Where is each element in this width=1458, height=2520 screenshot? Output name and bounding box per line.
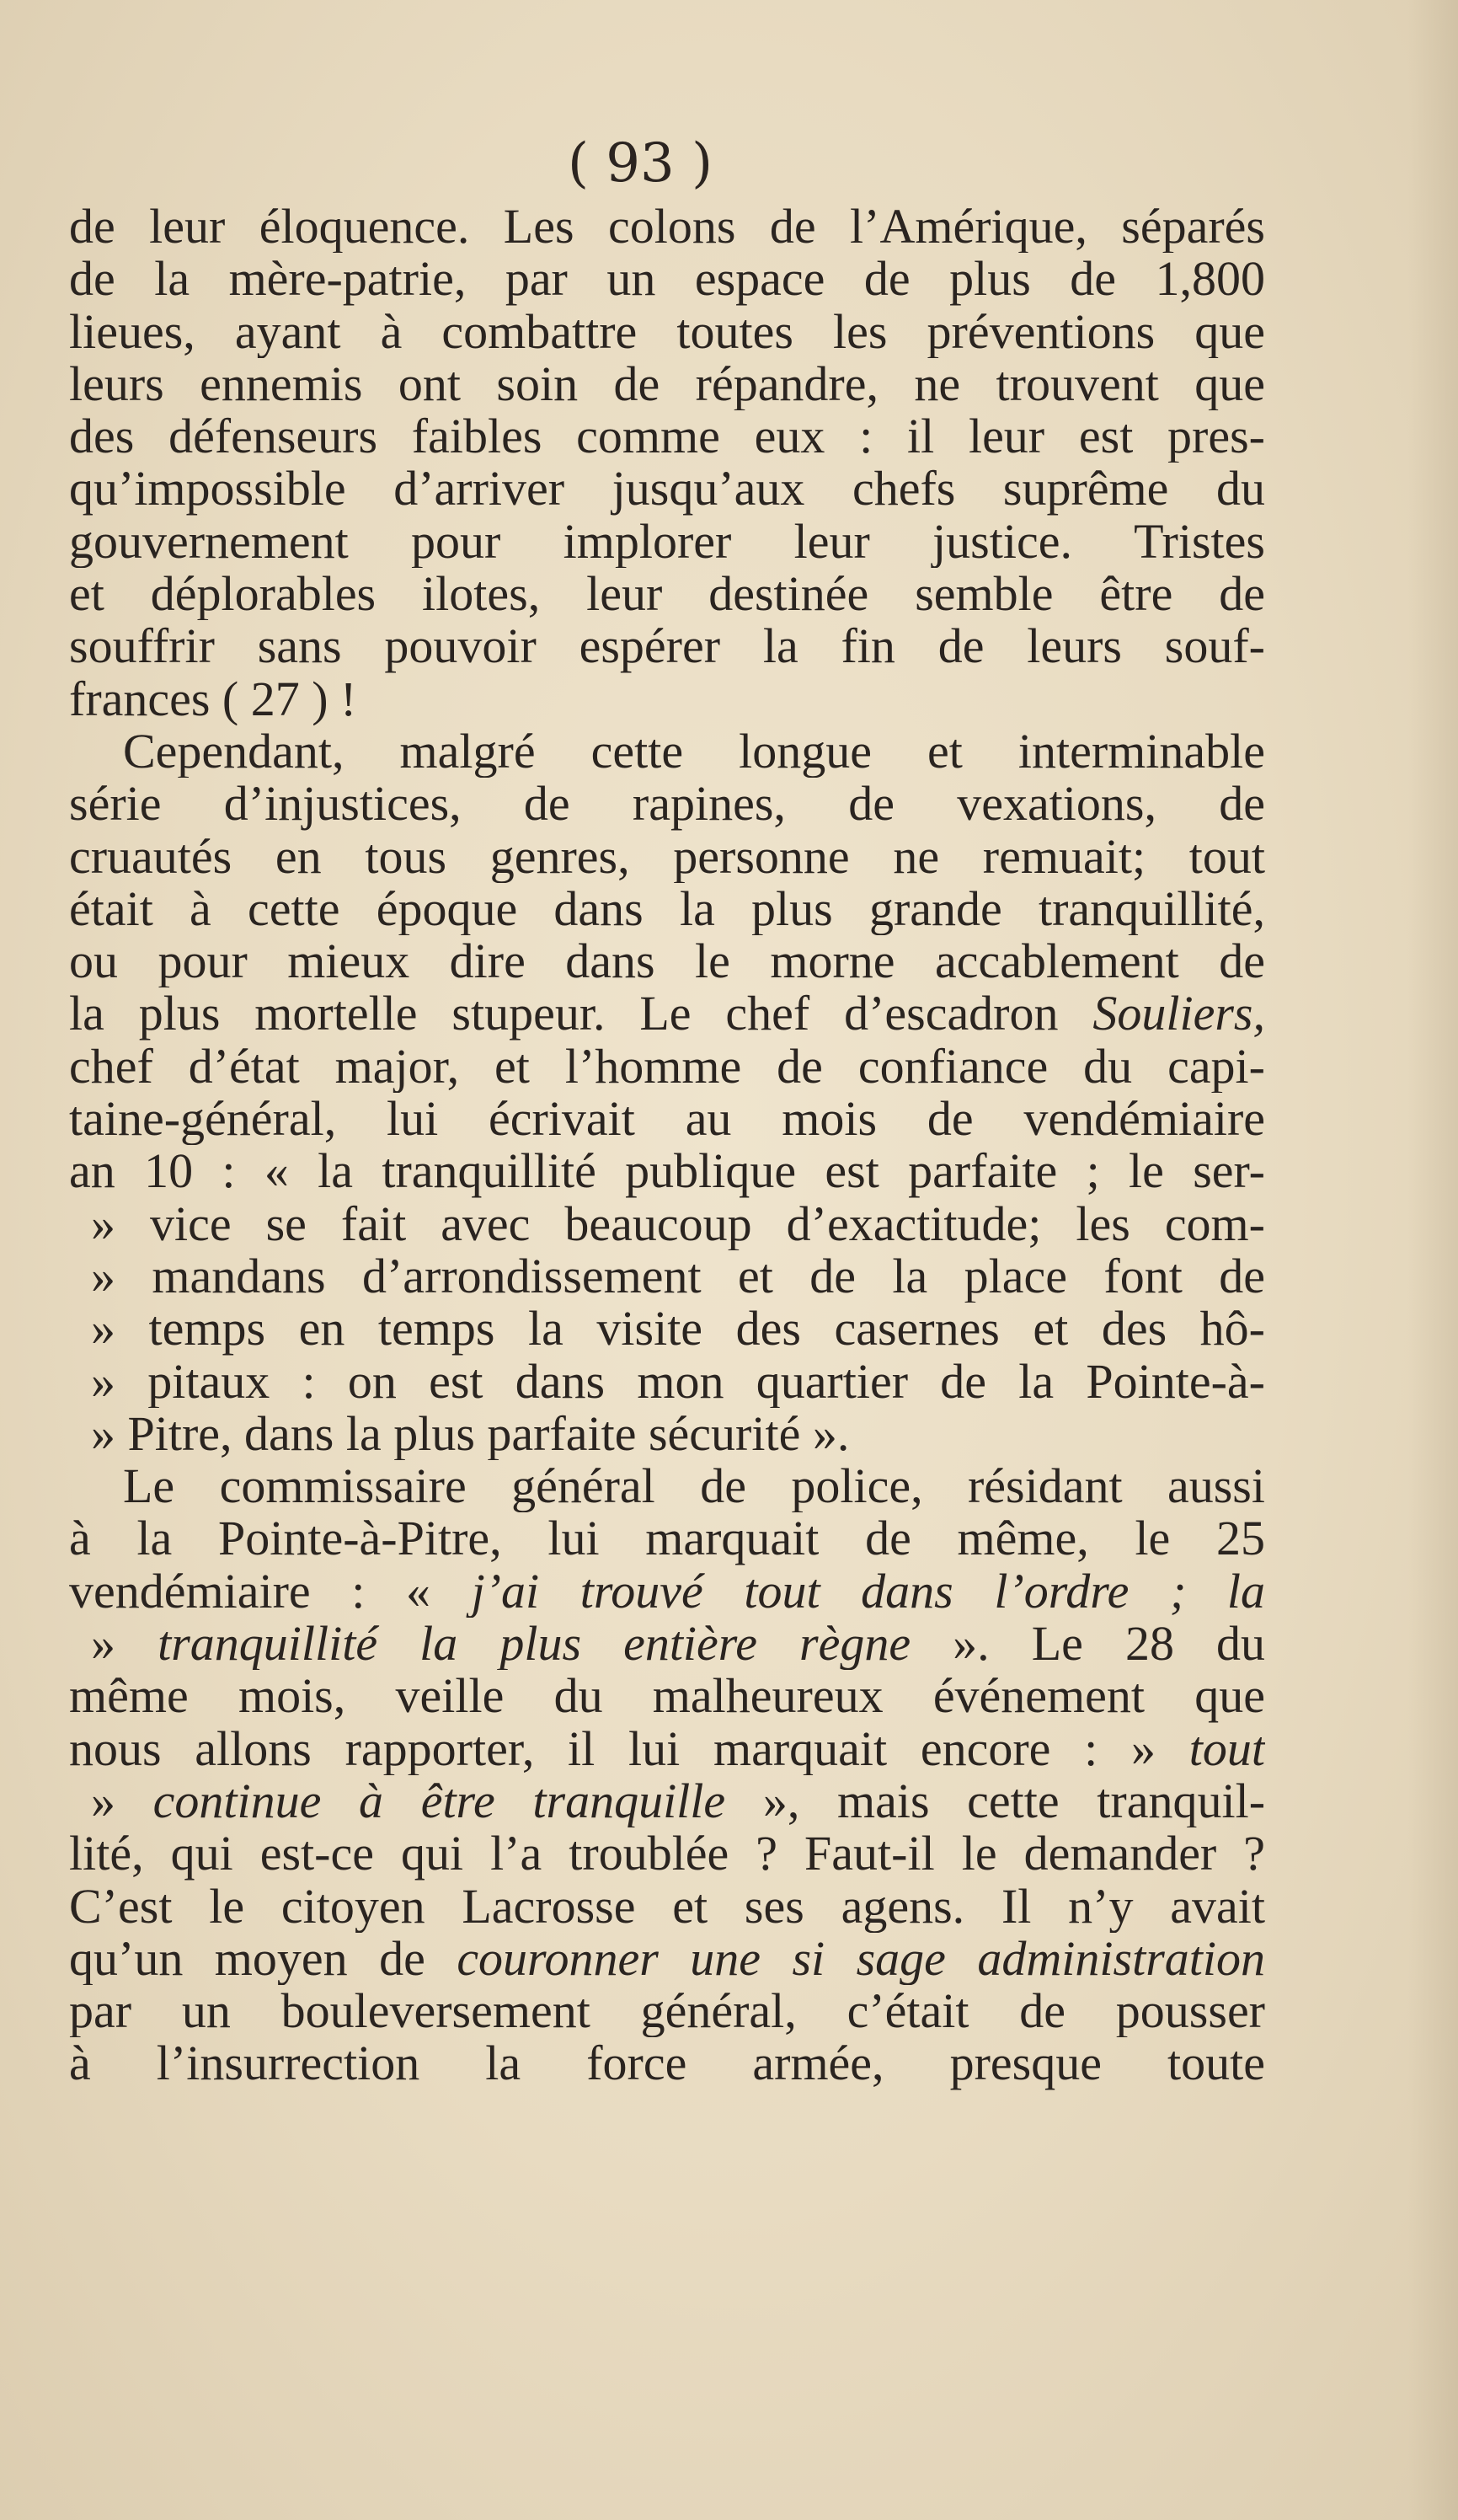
text-line: frances ( 27 ) !	[69, 672, 357, 725]
text-line: an 10 : « la tranquillité publique est parfaite ; le ser-	[69, 1145, 1265, 1198]
text-line: » tranquillité la plus entière règne ». Le 28 du	[91, 1618, 1265, 1671]
italic-phrase: Souliers,	[1092, 987, 1265, 1041]
text-line: nous allons rapporter, il lui marquait encore : » tout	[69, 1722, 1265, 1775]
italic-phrase: j’ai trouvé tout dans l’ordre ; la	[471, 1565, 1265, 1618]
text-line: la plus mortelle stupeur. Le chef d’escadron Souliers,	[69, 987, 1265, 1041]
text-line: des défenseurs faibles comme eux : il leur est pres-	[69, 410, 1265, 463]
text-line: à la Pointe-à-Pitre, lui marquait de même, le 25	[69, 1512, 1265, 1565]
text-line: vendémiaire : « j’ai trouvé tout dans l’ordre ; la	[69, 1565, 1265, 1618]
text-line: même mois, veille du malheureux événement que	[69, 1670, 1265, 1723]
page-edge-shadow	[1407, 0, 1458, 2520]
text-line: lieues, ayant à combattre toutes les préventions que	[69, 305, 1265, 358]
text-line: qu’un moyen de couronner une si sage administration	[69, 1932, 1265, 1986]
text-line: était à cette époque dans la plus grande tranquillité,	[69, 882, 1265, 936]
italic-phrase: tout	[1188, 1722, 1265, 1775]
text-line: ou pour mieux dire dans le morne accablement de	[69, 935, 1265, 988]
text-line: gouvernement pour implorer leur justice. Tristes	[69, 515, 1265, 569]
text-line: chef d’état major, et l’homme de confiance du capi-	[69, 1040, 1265, 1094]
body-text	[69, 201, 1265, 2090]
text-line: de leur éloquence. Les colons de l’Amérique, séparés	[69, 201, 1265, 254]
text-line: et déplorables ilotes, leur destinée semble être de	[69, 568, 1265, 621]
text-line: » continue à être tranquille », mais cette tranquil-	[91, 1774, 1265, 1828]
text-line: Cependant, malgré cette longue et interminable	[123, 725, 1265, 778]
text-line: de la mère-patrie, par un espace de plus de 1,800	[69, 253, 1265, 306]
page-number: ( 93 )	[567, 132, 713, 195]
text-line: lité, qui est-ce qui l’a troublée ? Faut-il le demander ?	[69, 1827, 1265, 1881]
text-line: par un bouleversement général, c’était de pousser	[69, 1985, 1265, 2038]
text-line: cruautés en tous genres, personne ne remuait; tout	[69, 830, 1265, 883]
text-line: à l’insurrection la force armée, presque toute	[69, 2037, 1265, 2090]
text-line: série d’injustices, de rapines, de vexations, de	[69, 778, 1265, 831]
text-line: souffrir sans pouvoir espérer la fin de leurs souf-	[69, 620, 1265, 673]
text-line: » pitaux : on est dans mon quartier de la Pointe-à-	[91, 1355, 1265, 1408]
text-line: qu’impossible d’arriver jusqu’aux chefs suprême du	[69, 463, 1265, 516]
text-line: » vice se fait avec beaucoup d’exactitude; les com-	[91, 1197, 1265, 1250]
text-line: » Pitre, dans la plus parfaite sécurité ».	[91, 1407, 850, 1461]
text-line: » temps en temps la visite des casernes et des hô-	[91, 1303, 1265, 1356]
italic-phrase: tranquillité la plus entière règne	[158, 1618, 911, 1671]
text-line: Le commissaire général de police, résidant aussi	[123, 1460, 1265, 1513]
text-line: leurs ennemis ont soin de répandre, ne trouvent que	[69, 357, 1265, 411]
text-line: taine-général, lui écrivait au mois de vendémiaire	[69, 1093, 1265, 1146]
italic-phrase: continue à être tranquille	[152, 1774, 726, 1828]
text-line: » mandans d’arrondissement et de la place font de	[91, 1249, 1265, 1303]
text-line: C’est le citoyen Lacrosse et ses agens. Il n’y avait	[69, 1880, 1265, 1933]
italic-phrase: couronner une si sage administration	[457, 1932, 1265, 1986]
